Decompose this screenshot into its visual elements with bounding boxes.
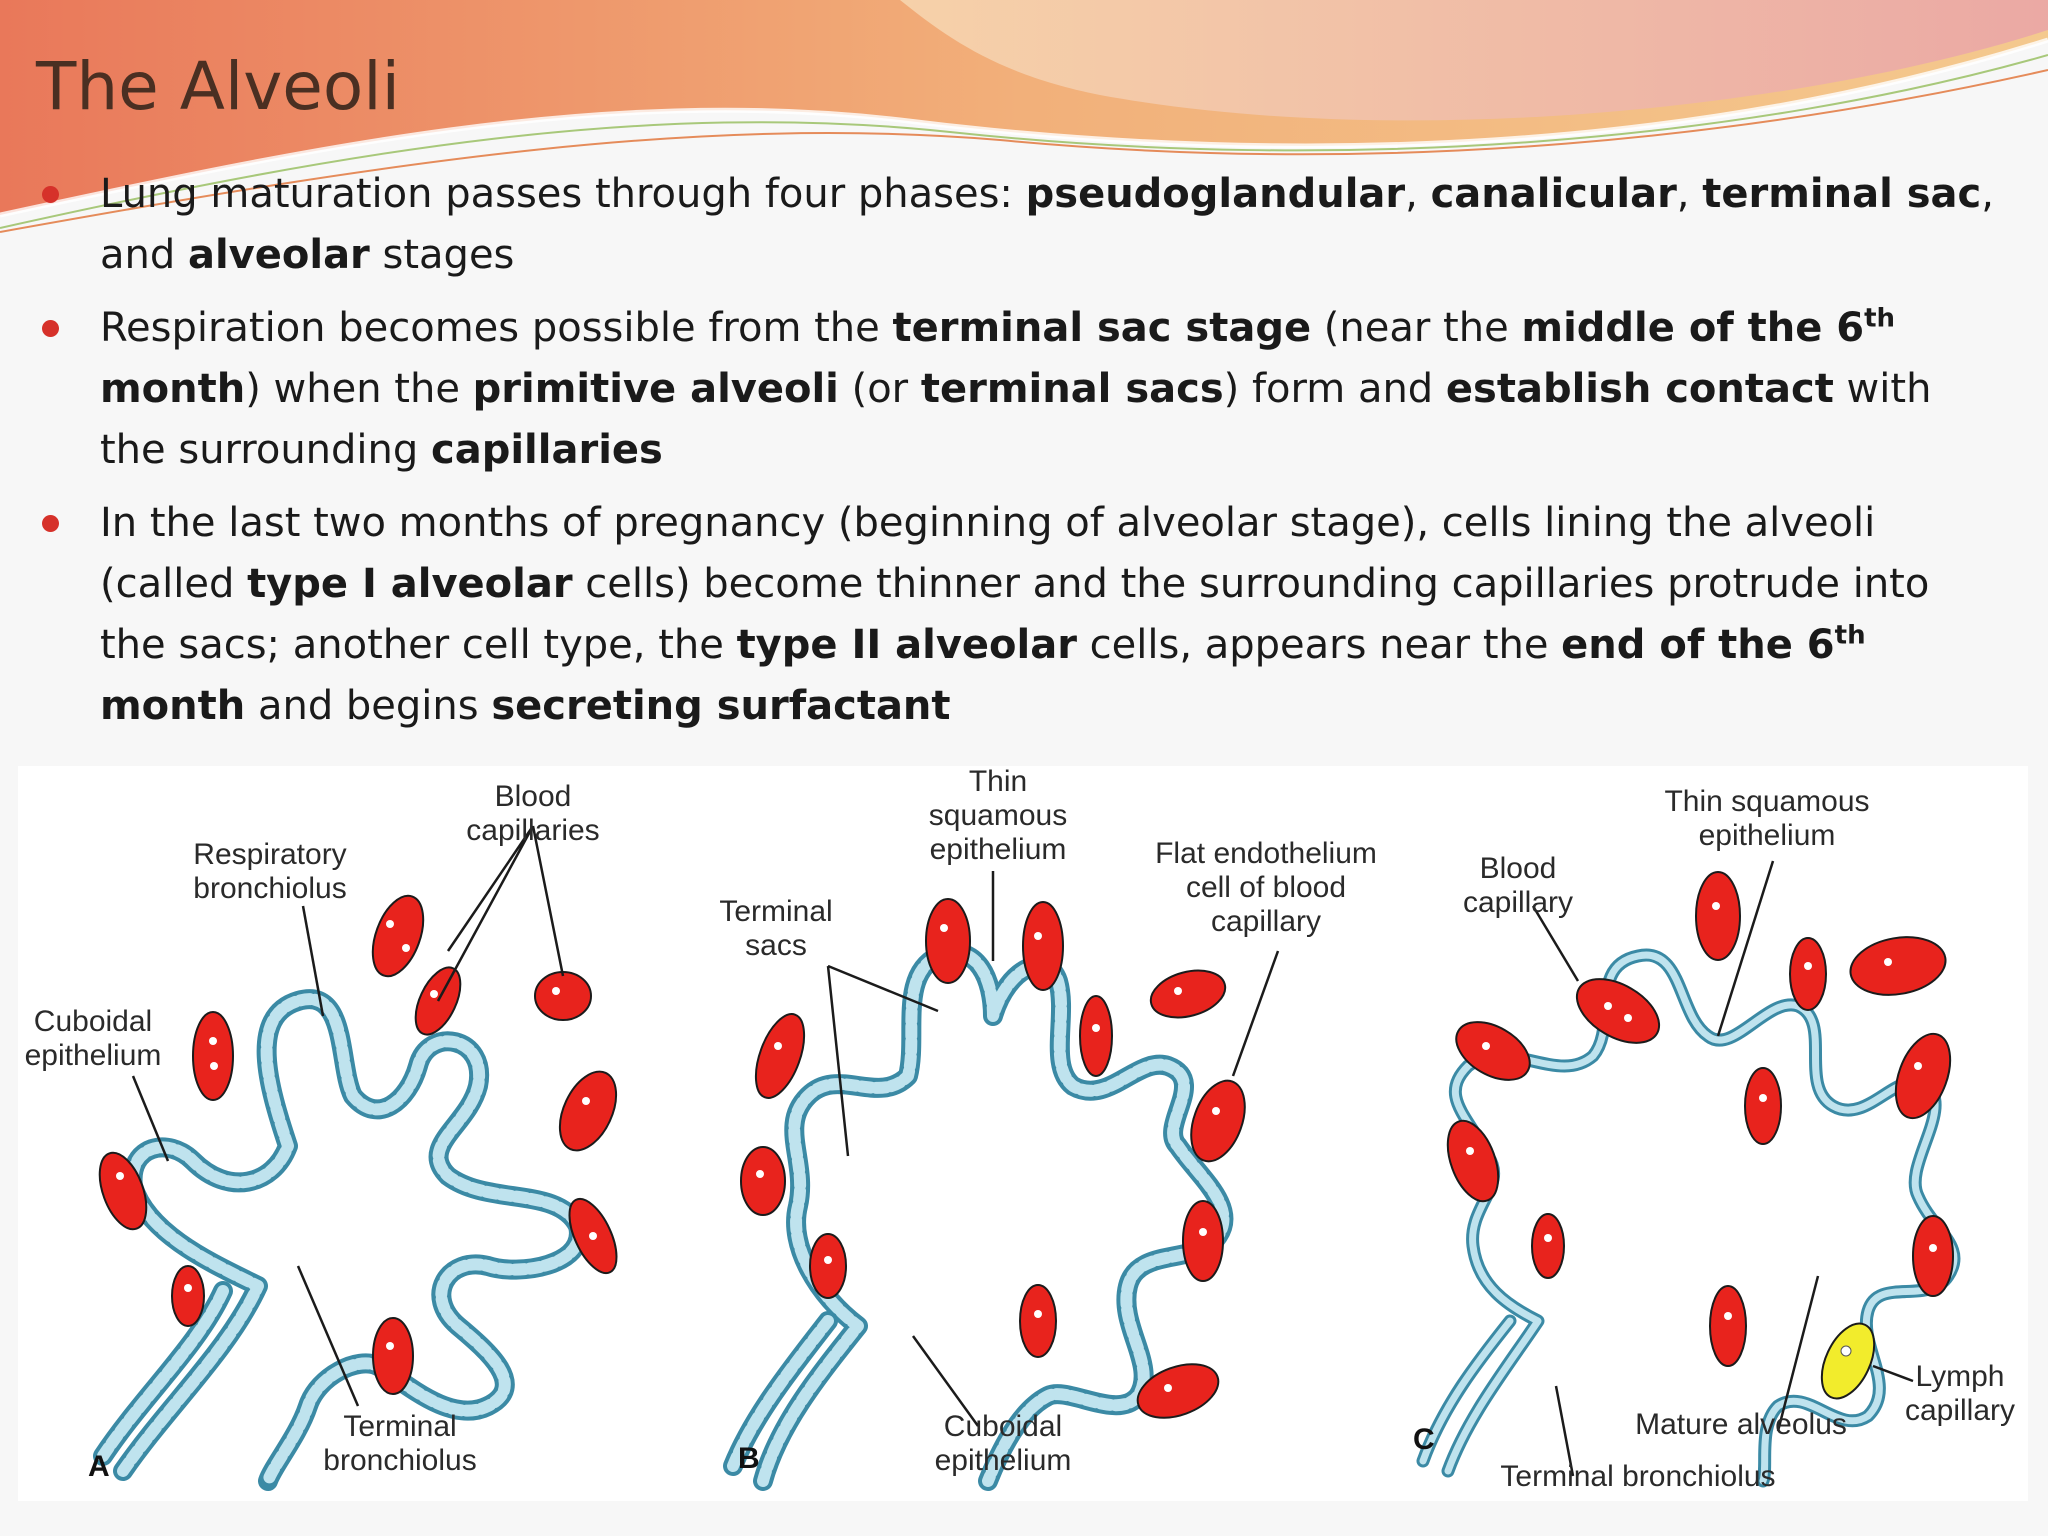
label-terminal-sacs: Terminal sacs [719,895,833,962]
text-run: ) when the [245,366,473,412]
panel-letter-a: A [88,1450,110,1483]
bullet-item [40,298,2000,481]
bold-term: terminal sac stage [892,305,1312,351]
label-blood-capillary-c: Blood capillary [1462,852,1574,919]
blood-capillary [926,899,970,983]
panel-b [719,766,1377,1481]
bold-term: middle of the 6 [1521,305,1865,351]
blood-capillary [1023,902,1063,990]
figure-svg [18,766,2028,1501]
label-lymph-capillary: Lymph capillary [1904,1360,2016,1427]
panel-letter-b: B [738,1442,760,1475]
blood-capillary [741,1147,785,1215]
bold-term: capillaries [431,427,663,473]
label-thin-squamous-epithelium-c: Thin squamous epithelium [1664,785,1870,852]
blood-capillary [363,889,433,983]
bullet-item [40,493,2000,737]
blood-capillary [1696,872,1740,960]
bullet-text [100,500,1929,729]
bullet-dot-icon [42,186,59,203]
text-run: with the surrounding [100,366,1932,473]
blood-capillary [810,1234,846,1298]
blood-capillary [1183,1201,1223,1281]
bold-term: alveolar [187,232,370,278]
text-run: cells, appears near the [1076,622,1562,668]
alveoli-development-figure [18,766,2028,1501]
text-run: Respiration becomes possible from the [100,305,893,351]
blood-capillary [1566,966,1670,1056]
text-run: ) form and [1223,366,1446,412]
blood-capillary [193,1012,233,1100]
bold-term: type II alveolar [736,622,1077,668]
label-thin-squamous-epithelium-b: Thin squamous epithelium [928,766,1068,866]
text-run: , [1676,171,1703,217]
blood-capillary [1913,1216,1953,1296]
blood-capillary [172,1266,204,1326]
superscript: th [1864,303,1896,334]
blood-capillary [1790,938,1826,1010]
bullet-dot-icon [42,515,59,532]
blood-capillary [1885,1026,1960,1125]
label-mature-alveolus: Mature alveolus [1635,1408,1847,1441]
label-flat-endothelium: Flat endothelium cell of blood capillary [1155,837,1377,938]
label-respiratory-bronchiolus: Respiratory bronchiolus [193,838,347,905]
bold-term: terminal sac [1702,171,1982,217]
blood-capillary [1846,930,1950,1002]
label-cuboidal-epithelium-a: Cuboidal epithelium [24,1005,162,1072]
blood-capillary [1020,1285,1056,1357]
label-cuboidal-epithelium-b: Cuboidal epithelium [934,1410,1072,1477]
bold-term: month [100,683,246,729]
panel-a [25,780,628,1483]
text-run: (near the [1311,305,1522,351]
blood-capillary [1146,963,1231,1025]
text-run: , and [100,171,1994,278]
text-run: Lung maturation passes through four phases: [100,171,1026,217]
blood-capillary [1710,1286,1746,1366]
text-run: (or [838,366,921,412]
bold-term: month [100,366,246,412]
text-run: In the last two months of pregnancy (beginning of alveolar stage), cells lining the alveoli (called [100,500,1876,607]
label-terminal-bronchiolus-c: Terminal bronchiolus [1500,1460,1776,1493]
blood-capillary [1745,1068,1781,1144]
label-terminal-bronchiolus-a: Terminal bronchiolus [323,1410,477,1477]
text-run: and begins [245,683,492,729]
bold-term: terminal sacs [920,366,1224,412]
blood-capillary [373,1318,413,1394]
bullet-item [40,164,2000,286]
bullet-dot-icon [42,320,59,337]
text-run: cells) become thinner and the surrounding capillaries protrude into the sacs; another cell type, the [100,561,1930,668]
bullet-list [40,164,2000,749]
blood-capillary [1080,996,1112,1076]
bold-term: canalicular [1430,171,1677,217]
bold-term: type I alveolar [247,561,573,607]
superscript: th [1834,620,1866,651]
text-run: stages [369,232,515,278]
panel-c [1413,785,2015,1493]
label-blood-capillaries: Blood capillaries [466,780,600,847]
bold-term: end of the 6 [1561,622,1835,668]
bold-term: primitive alveoli [472,366,839,412]
bold-term: establish contact [1445,366,1834,412]
bullet-text [100,305,1931,473]
slide-title: The Alveoli [36,48,400,125]
bullet-text [100,171,1994,278]
panel-letter-c: C [1413,1423,1435,1456]
blood-capillary [1532,1214,1564,1278]
text-run: , [1405,171,1431,217]
bold-term: secreting surfactant [491,683,951,729]
bold-term: pseudoglandular [1025,171,1406,217]
blood-capillary [535,972,591,1020]
blood-capillary [548,1063,627,1159]
